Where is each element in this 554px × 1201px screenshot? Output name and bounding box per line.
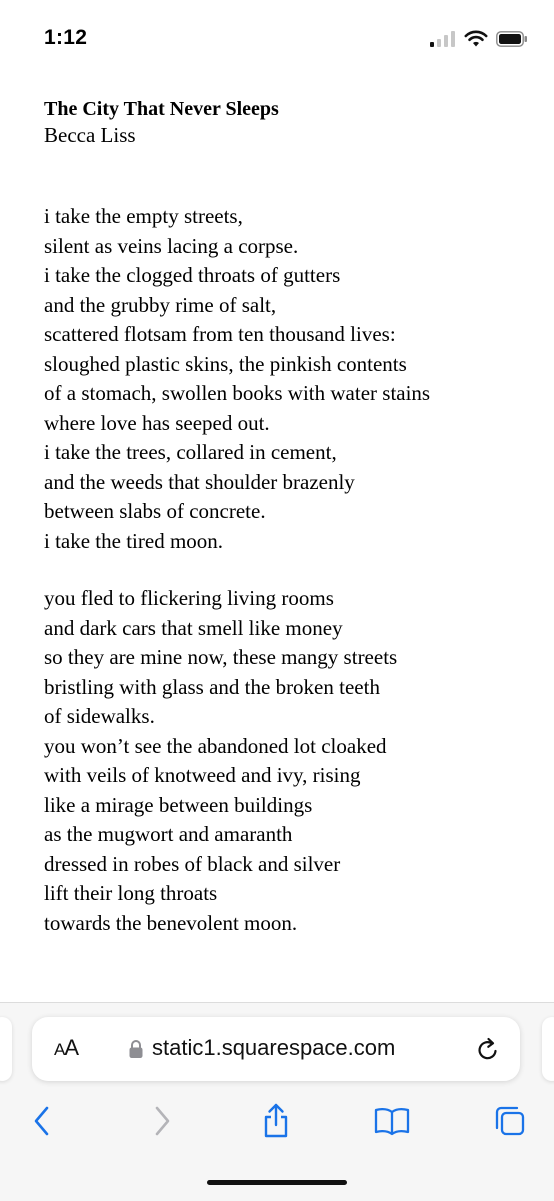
- book-icon: [374, 1106, 410, 1136]
- next-tab-preview[interactable]: [542, 1017, 554, 1081]
- forward-button[interactable]: [142, 1101, 182, 1141]
- poem-line: i take the tired moon.: [44, 528, 224, 553]
- status-icons: [430, 30, 528, 48]
- poem-line: i take the trees, collared in cement,: [44, 440, 337, 464]
- battery-icon: [496, 31, 528, 47]
- poem-line: so they are mine now, these mangy streets: [44, 645, 398, 669]
- url-text[interactable]: static1.squarespace.com: [152, 1035, 396, 1060]
- poem-line: of sidewalks.: [44, 704, 155, 728]
- poem-line: lift their long throats: [44, 881, 218, 905]
- browser-chrome: [0, 1002, 554, 1201]
- poem-line: and the weeds that shoulder brazenly: [44, 469, 355, 494]
- cellular-signal-icon: [430, 31, 456, 47]
- status-time: 1:12: [44, 26, 88, 49]
- tabs-icon: [494, 1105, 526, 1137]
- browser-toolbar: [0, 1101, 554, 1141]
- reload-icon[interactable]: [476, 1036, 500, 1062]
- share-button[interactable]: [256, 1101, 296, 1141]
- previous-tab-preview[interactable]: [0, 1017, 12, 1081]
- poem: [44, 96, 524, 938]
- lock-icon: [128, 1039, 144, 1059]
- wifi-icon: [464, 30, 488, 48]
- stanza-1: [44, 202, 524, 556]
- reader-view-button[interactable]: [54, 1035, 78, 1061]
- poem-line: and dark cars that smell like money: [44, 615, 343, 640]
- poem-author: Becca Liss: [44, 123, 136, 147]
- share-icon: [262, 1103, 290, 1139]
- bookmarks-button[interactable]: [372, 1101, 412, 1141]
- back-button[interactable]: [22, 1101, 62, 1141]
- poem-line: bristling with glass and the broken teeth: [44, 674, 380, 699]
- poem-line: and the grubby rime of salt,: [44, 292, 277, 317]
- poem-line: with veils of knotweed and ivy, rising: [44, 763, 361, 787]
- poem-line: where love has seeped out.: [44, 410, 270, 435]
- poem-line: i take the empty streets,: [44, 204, 243, 228]
- chevron-left-icon: [32, 1105, 52, 1137]
- reader-button-big-a: A: [64, 1035, 79, 1060]
- status-bar: [0, 0, 554, 80]
- chevron-right-icon: [152, 1105, 172, 1137]
- poem-line: i take the clogged throats of gutters: [44, 263, 341, 287]
- poem-line: silent as veins lacing a corpse.: [44, 233, 299, 258]
- poem-line: of a stomach, swollen books with water stains: [44, 381, 431, 405]
- stanza-2: [44, 584, 524, 938]
- poem-line: towards the benevolent moon.: [44, 910, 298, 935]
- poem-title: The City That Never Sleeps: [44, 98, 279, 120]
- poem-line: like a mirage between buildings: [44, 792, 313, 817]
- home-indicator: [207, 1180, 347, 1185]
- poem-line: sloughed plastic skins, the pinkish contents: [44, 351, 407, 376]
- poem-line: dressed in robes of black and silver: [44, 851, 341, 876]
- poem-line: as the mugwort and amaranth: [44, 822, 293, 846]
- poem-line: you won’t see the abandoned lot cloaked: [44, 733, 387, 758]
- poem-line: scattered flotsam from ten thousand lives:: [44, 322, 396, 346]
- tabs-button[interactable]: [490, 1101, 530, 1141]
- poem-line: between slabs of concrete.: [44, 499, 266, 523]
- address-bar[interactable]: [32, 1017, 520, 1081]
- reader-button-small-a: A: [54, 1040, 65, 1059]
- poem-line: you fled to flickering living rooms: [44, 586, 334, 610]
